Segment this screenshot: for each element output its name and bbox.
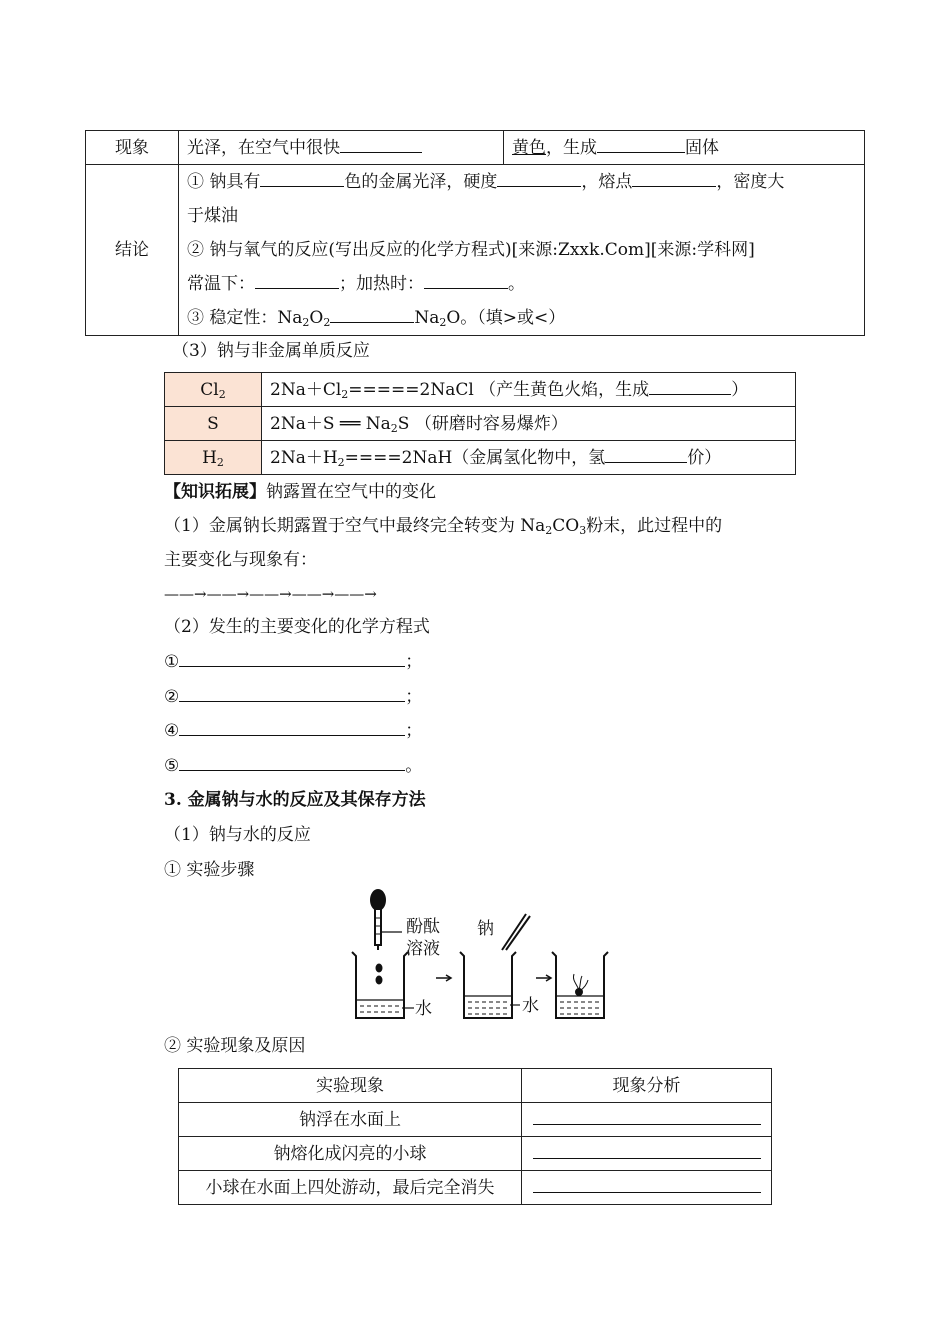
answer-blank[interactable] [497, 170, 581, 187]
answer-blank[interactable] [179, 685, 405, 702]
equation-text: =====2NaCl （产生黄色火焰，生成 [348, 380, 650, 400]
equation-item [164, 754, 422, 777]
analysis-cell [522, 1137, 772, 1171]
extension-paragraph-1: （1）金属钠长期露置于空气中最终完全转变为 $Na_2CO_3$粉末，此过程中的 [164, 516, 723, 537]
phenolphthalein-label-2: 溶液 [406, 939, 440, 959]
item-end: ； [405, 721, 423, 741]
equation-text: 2Na＋Cl [270, 380, 342, 400]
answer-blank[interactable] [179, 650, 405, 667]
experiment-diagram [340, 888, 630, 1028]
conclusion-line-5: ③ 稳定性：$Na_2O_2$ $Na_2O$。（填>或<） [187, 308, 566, 329]
item-number: ④ [164, 721, 180, 741]
answer-blank[interactable] [340, 136, 422, 153]
equation-text: 2Na＋S ══ Na [270, 413, 391, 434]
equation-cell [262, 373, 796, 407]
phenomenon-reason-label: ② 实验现象及原因 [164, 1036, 306, 1056]
analysis-cell [522, 1171, 772, 1205]
phenomenon-right-text: ，生成 [546, 138, 597, 158]
solid-text: 固体 [685, 138, 719, 158]
extension-title: 钠露置在空气中的变化 [266, 482, 436, 502]
answer-blank[interactable] [632, 170, 716, 187]
analysis-cell [522, 1103, 772, 1137]
extension-heading [164, 481, 436, 503]
reagent-text: S [207, 413, 219, 434]
answer-blank[interactable] [533, 1176, 761, 1193]
phenomenon-left-text: 光泽，在空气中很快 [187, 138, 340, 158]
equation-item [164, 650, 422, 673]
conclusion-text: ，熔点 [581, 172, 633, 192]
equation-text: ） [731, 380, 749, 400]
conclusion-text: ；加热时： [339, 274, 424, 294]
conclusion-text: 。 [508, 274, 525, 294]
phenomenon-cell: 钠熔化成闪亮的小球 [179, 1137, 522, 1171]
experiment-steps-label: ① 实验步骤 [164, 860, 255, 880]
section-3-sub-heading: （1）钠与水的反应 [164, 825, 311, 845]
reagent-subscript: 2 [218, 387, 226, 401]
item-number: ② [164, 687, 180, 707]
item-number: ① [164, 652, 180, 672]
answer-blank[interactable] [330, 306, 414, 323]
conclusion-text: Na [414, 308, 440, 328]
conclusion-text: O [309, 308, 324, 328]
conclusion-line-4 [187, 267, 856, 301]
phenomenon-cell: 钠浮在水面上 [179, 1103, 522, 1137]
phenomenon-analysis-table [178, 1068, 772, 1205]
equation-text: 2Na＋H [270, 448, 338, 468]
answer-blank[interactable] [533, 1108, 761, 1125]
drop-icon [377, 977, 382, 984]
conclusion-text: ，密度大 [716, 172, 785, 192]
answer-blank[interactable] [597, 136, 685, 153]
phenolphthalein-label-1: 酚酞 [406, 917, 440, 937]
answer-blank[interactable] [649, 378, 731, 395]
answer-blank[interactable] [533, 1142, 761, 1159]
extension-paragraph-3: （2）发生的主要变化的化学方程式 [164, 617, 430, 637]
reagent-text: Cl [200, 379, 219, 400]
nonmetal-reaction-heading: （3）钠与非金属单质反应 [172, 341, 370, 361]
conclusion-line-2: 于煤油 [187, 206, 238, 226]
equation-text: S （研磨时容易爆炸） [397, 413, 568, 434]
answer-blank[interactable] [179, 719, 405, 736]
reagent-text: H [202, 447, 217, 468]
equation-subscript: 2 [337, 456, 345, 469]
conclusion-text: O。（填>或<） [446, 308, 566, 328]
phenomenon-left-cell [179, 131, 504, 165]
conclusion-text: ① 钠具有 [187, 172, 261, 192]
answer-blank[interactable] [605, 446, 687, 463]
item-number: ⑤ [164, 756, 180, 776]
conclusion-text: ③ 稳定性：Na [187, 308, 303, 328]
header-phenomenon: 实验现象 [179, 1069, 522, 1103]
answer-blank[interactable] [179, 754, 405, 771]
water-label-1: 水 [415, 999, 432, 1019]
conclusion-text: 常温下： [187, 274, 255, 294]
answer-blank[interactable] [424, 272, 508, 289]
equation-subscript: 2 [390, 421, 398, 435]
extension-paragraph-2: 主要变化与现象有： [164, 550, 317, 570]
reagent-cell [165, 373, 262, 407]
equation-text: 价） [687, 448, 722, 468]
beaker-1 [352, 952, 408, 1018]
header-analysis: 现象分析 [522, 1069, 772, 1103]
phenomenon-label: 现象 [86, 131, 179, 165]
reagent-subscript: 2 [216, 455, 224, 469]
phenomenon-conclusion-table [85, 130, 865, 336]
water-label-2: 水 [522, 996, 539, 1016]
answer-blank[interactable] [255, 272, 339, 289]
change-arrow-chain: ——→——→——→——→——→ [164, 585, 377, 603]
conclusion-text: 色的金属光泽，硬度 [344, 172, 498, 192]
equation-item [164, 685, 422, 708]
extension-tag: 【知识拓展】 [164, 482, 266, 502]
reagent-cell [165, 407, 262, 441]
phenomenon-cell: 小球在水面上四处游动，最后完全消失 [179, 1171, 522, 1205]
tweezers-icon [502, 914, 526, 950]
item-end: ； [405, 687, 423, 707]
item-end: ； [405, 652, 423, 672]
yellow-text: 黄色 [512, 138, 546, 158]
drop-icon [377, 965, 382, 972]
equation-subscript: 2 [341, 388, 349, 401]
conclusion-label: 结论 [86, 165, 179, 336]
equation-item [164, 719, 422, 742]
extension-text: CO [552, 516, 580, 536]
phenomenon-right-cell [504, 131, 865, 165]
section-3-heading: 3. 金属钠与水的反应及其保存方法 [164, 790, 426, 810]
conclusion-line-1 [187, 165, 856, 199]
conclusion-line-3: ② 钠与氧气的反应(写出反应的化学方程式)[来源:Zxxk.Com][来源:学科网] [187, 240, 755, 260]
dropper-bulb-icon [371, 890, 385, 910]
sodium-label: 钠 [477, 919, 494, 939]
equation-cell [262, 407, 796, 441]
reagent-cell [165, 441, 262, 475]
equation-cell [262, 441, 796, 475]
nonmetal-reaction-table [164, 372, 796, 475]
answer-blank[interactable] [260, 170, 344, 187]
item-end: 。 [405, 756, 423, 776]
extension-text: 粉末，此过程中的 [586, 516, 723, 536]
extension-text: （1）金属钠长期露置于空气中最终完全转变为 Na [164, 516, 546, 536]
conclusion-cell [179, 165, 865, 336]
equation-text: ====2NaH（金属氢化物中，氢 [344, 448, 606, 468]
